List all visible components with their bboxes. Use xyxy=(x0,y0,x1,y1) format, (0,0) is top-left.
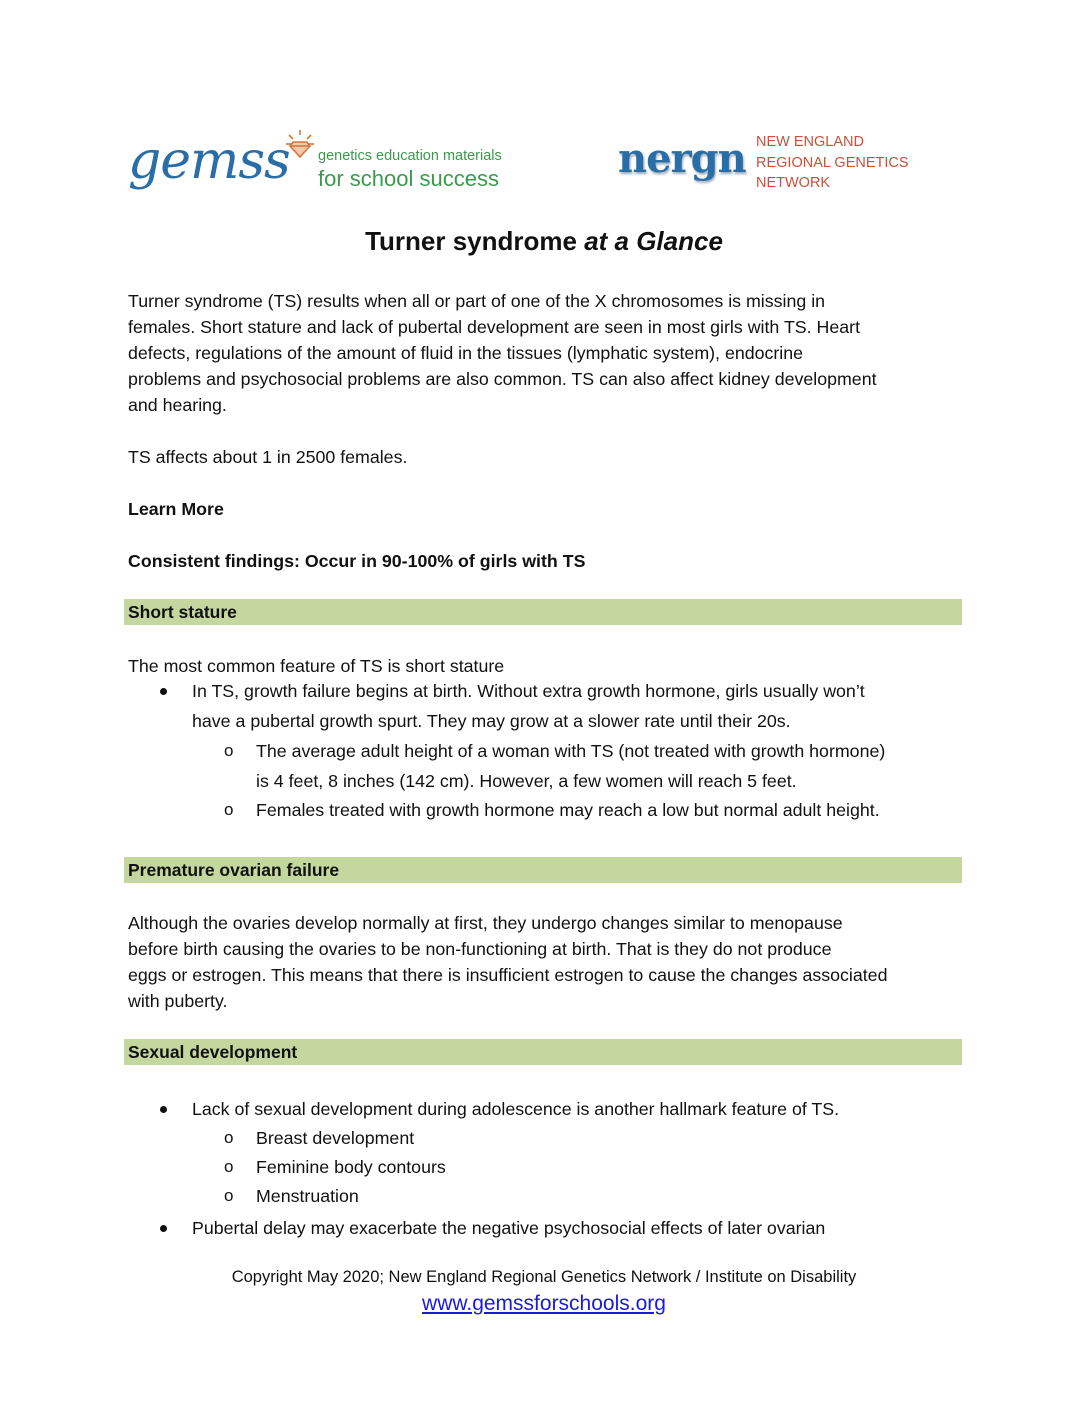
intro-paragraph xyxy=(128,288,958,418)
nergn-wordmark: nergn xyxy=(618,135,746,182)
list-item-line: In TS, growth failure begins at birth. Without extra growth hormone, girls usually won’t xyxy=(192,681,865,701)
bullet-icon xyxy=(160,1106,167,1113)
paragraph-line: before birth causing the ovaries to be non-functioning at birth. That is they do not produce xyxy=(128,939,832,959)
list-item-line: The average adult height of a woman with TS (not treated with growth hormone) xyxy=(256,741,886,761)
gem-icon xyxy=(286,130,314,158)
circle-bullet-icon: o xyxy=(224,741,234,760)
list-item xyxy=(192,677,865,736)
sub-list-item: Breast development xyxy=(256,1128,415,1148)
nergn-name xyxy=(756,132,909,194)
section-band-ovarian-failure xyxy=(124,857,962,883)
sub-list-item: Menstruation xyxy=(256,1186,359,1206)
intro-line: problems and psychosocial problems are also common. TS can also affect kidney development xyxy=(128,369,877,389)
title-emphasis: at a Glance xyxy=(584,226,723,256)
list-item: Lack of sexual development during adolescence is another hallmark feature of TS. xyxy=(192,1099,840,1119)
consistent-findings-heading: Consistent findings: Occur in 90-100% of girls with TS xyxy=(128,551,586,571)
gemss-tagline-1: genetics education materials xyxy=(318,148,502,164)
nergn-line-2: REGIONAL GENETICS xyxy=(756,154,909,171)
sub-list-item: Feminine body contours xyxy=(256,1157,446,1177)
prevalence-text: TS affects about 1 in 2500 females. xyxy=(128,447,408,467)
page-title xyxy=(0,226,1088,257)
paragraph-line: with puberty. xyxy=(128,991,228,1011)
gemss-tagline-2: for school success xyxy=(318,166,499,191)
intro-line: and hearing. xyxy=(128,395,227,415)
nergn-line-3: NETWORK xyxy=(756,175,831,191)
list-item-line: have a pubertal growth spurt. They may grow at a slower rate until their 20s. xyxy=(192,710,791,731)
gemss-logo xyxy=(128,128,508,200)
circle-bullet-icon: o xyxy=(224,800,234,819)
section-band-sexual-development xyxy=(124,1039,962,1065)
list-item-line: is 4 feet, 8 inches (142 cm). However, a few women will reach 5 feet. xyxy=(256,770,797,791)
intro-line: females. Short stature and lack of pubertal development are seen in most girls with TS. Heart xyxy=(128,317,861,337)
intro-line: Turner syndrome (TS) results when all or part of one of the X chromosomes is missing in xyxy=(128,291,826,311)
list-item: Pubertal delay may exacerbate the negative psychosocial effects of later ovarian xyxy=(192,1218,826,1238)
section-heading: Short stature xyxy=(128,602,237,622)
sub-list-item: Females treated with growth hormone may reach a low but normal adult height. xyxy=(256,800,880,820)
circle-bullet-icon: o xyxy=(224,1128,234,1147)
circle-bullet-icon: o xyxy=(224,1157,234,1176)
footer-website-link[interactable]: www.gemssforschools.org xyxy=(422,1292,666,1315)
ovarian-failure-paragraph xyxy=(128,910,958,1014)
section-heading: Premature ovarian failure xyxy=(128,860,340,880)
paragraph-line: eggs or estrogen. This means that there is insufficient estrogen to cause the changes associated xyxy=(128,965,888,985)
footer-copyright: Copyright May 2020; New England Regional Genetics Network / Institute on Disability xyxy=(231,1268,857,1286)
section-band-short-stature xyxy=(124,599,962,625)
short-stature-lead: The most common feature of TS is short stature xyxy=(128,656,505,676)
bullet-icon xyxy=(160,1225,167,1232)
learn-more-heading: Learn More xyxy=(128,499,224,519)
nergn-logo xyxy=(618,130,918,192)
paragraph-line: Although the ovaries develop normally at first, they undergo changes similar to menopause xyxy=(128,913,843,933)
bullet-icon xyxy=(160,688,167,695)
sub-list-item xyxy=(256,737,885,796)
circle-bullet-icon: o xyxy=(224,1186,234,1205)
intro-line: defects, regulations of the amount of fluid in the tissues (lymphatic system), endocrine xyxy=(128,343,804,363)
section-heading: Sexual development xyxy=(128,1042,298,1062)
nergn-line-1: NEW ENGLAND xyxy=(756,134,864,150)
gemss-wordmark: gemss xyxy=(128,131,290,191)
title-main: Turner syndrome xyxy=(365,226,585,256)
